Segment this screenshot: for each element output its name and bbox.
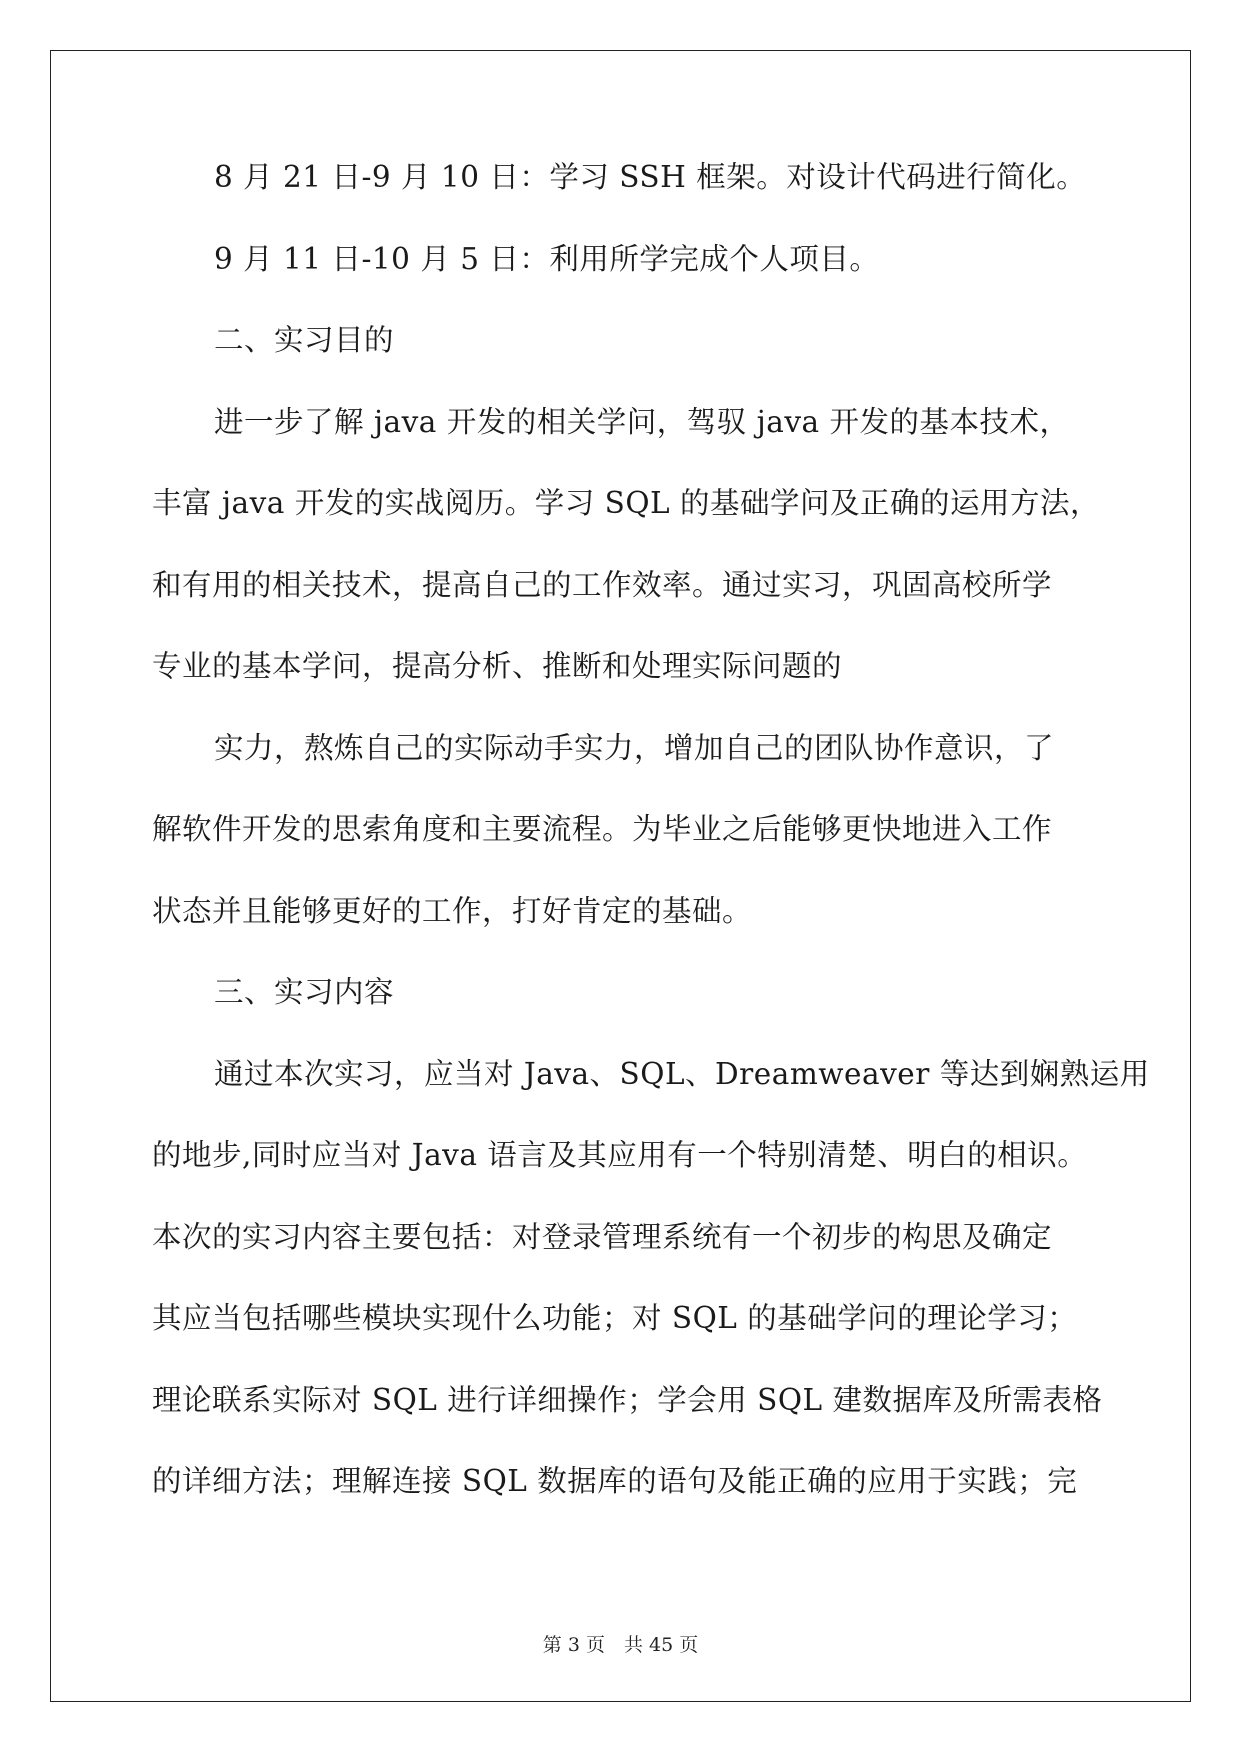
section-heading: 三、实习内容: [214, 975, 395, 1009]
text-line: 理论联系实际对 SQL 进行详细操作；学会用 SQL 建数据库及所需表格: [152, 1382, 1103, 1417]
section-heading: 二、实习目的: [214, 323, 395, 357]
page-number: 第 3 页 共 45 页: [542, 1634, 699, 1656]
text-line: 状态并且能够更好的工作，打好肯定的基础。: [152, 893, 753, 928]
text-line: 专业的基本学问，提高分析、推断和处理实际问题的: [152, 649, 843, 683]
text-line: 的地步,同时应当对 Java 语言及其应用有一个特别清楚、明白的相识。: [152, 1138, 1088, 1172]
text-line: 丰富 java 开发的实战阅历。学习 SQL 的基础学问及正确的运用方法，: [152, 486, 1100, 520]
text-line: 解软件开发的思索角度和主要流程。为毕业之后能够更快地进入工作: [152, 812, 1053, 846]
text-line: 进一步了解 java 开发的相关学问，驾驭 java 开发的基本技术，: [214, 404, 1070, 439]
text-line: 和有用的相关技术，提高自己的工作效率。通过实习，巩固高校所学: [152, 567, 1053, 602]
text-line: 实力，熬炼自己的实际动手实力，增加自己的团队协作意识，了: [214, 730, 1055, 765]
document-body: [152, 160, 1150, 1548]
text-line: 的详细方法；理解连接 SQL 数据库的语句及能正确的应用于实践；完: [152, 1464, 1078, 1498]
text-line: 通过本次实习，应当对 Java、SQL、Dreamweaver 等达到娴熟运用: [214, 1056, 1150, 1091]
text-line: 8 月 21 日-9 月 10 日：学习 SSH 框架。对设计代码进行简化。: [214, 160, 1087, 194]
text-line: 本次的实习内容主要包括：对登录管理系统有一个初步的构思及确定: [152, 1219, 1053, 1254]
text-line: 其应当包括哪些模块实现什么功能；对 SQL 的基础学问的理论学习；: [152, 1301, 1078, 1335]
text-line: 9 月 11 日-10 月 5 日：利用所学完成个人项目。: [214, 241, 880, 276]
